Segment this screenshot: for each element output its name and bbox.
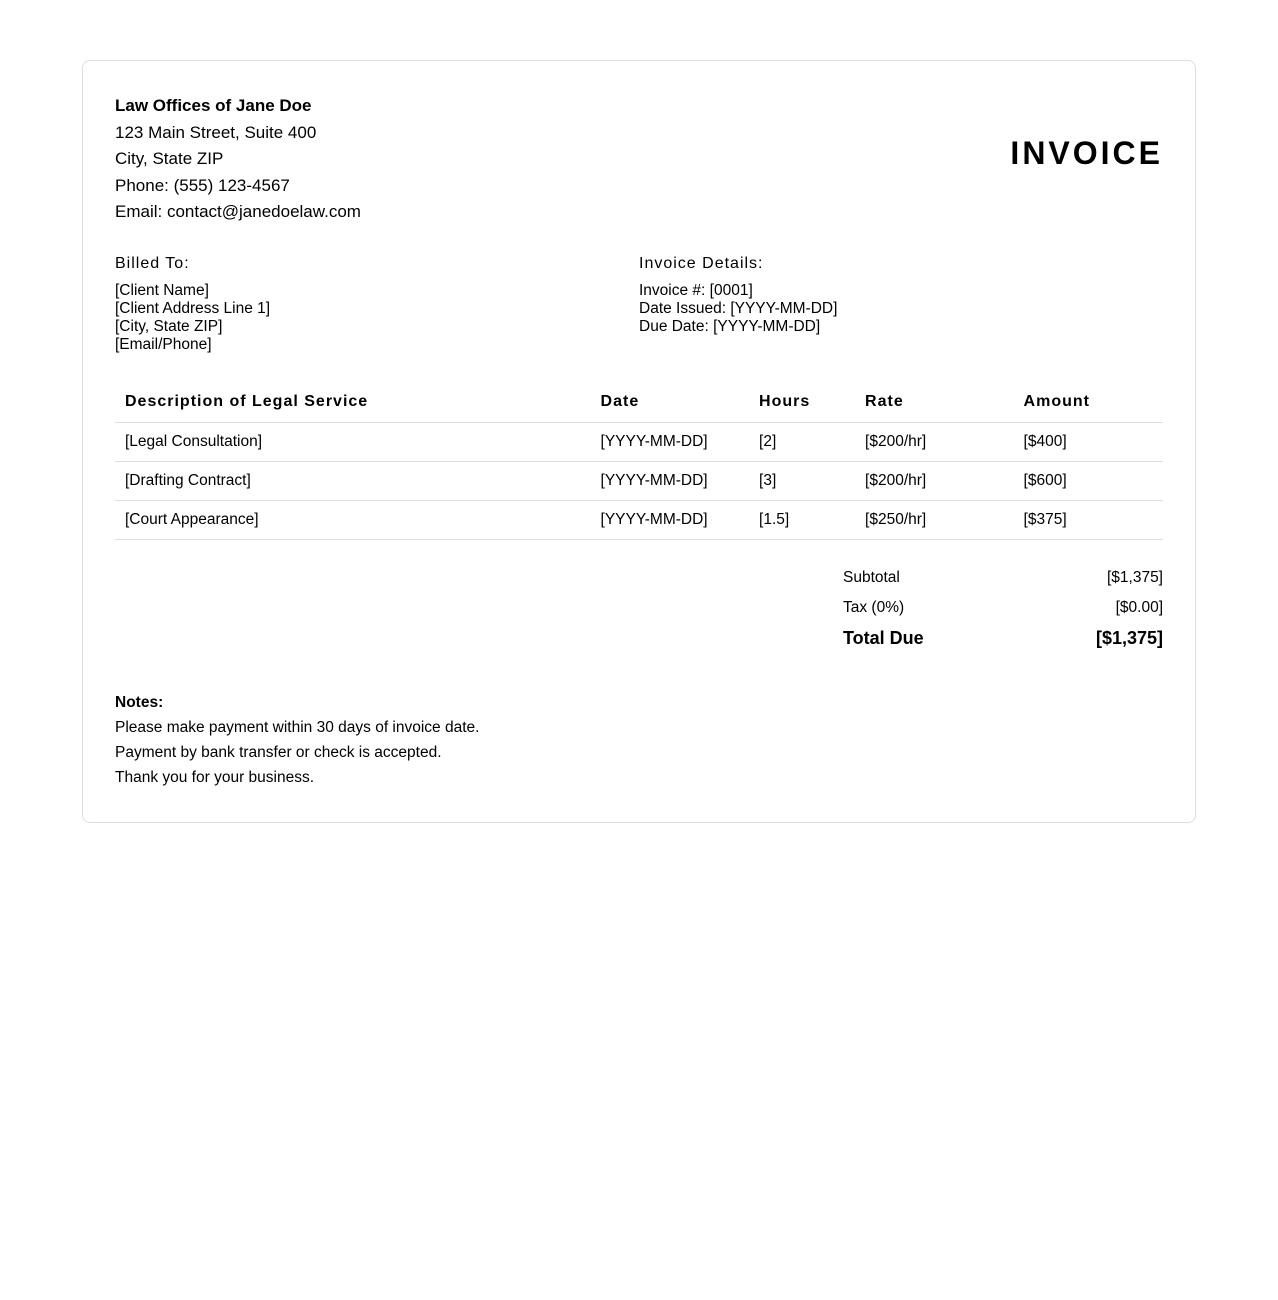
parties-section <box>115 254 1163 354</box>
cell-hours: [2] <box>749 422 855 461</box>
table-row <box>115 500 1163 539</box>
note-line: Payment by bank transfer or check is accepted. <box>115 743 442 761</box>
cell-description: [Drafting Contract] <box>115 461 591 500</box>
table-header-row <box>115 384 1163 423</box>
cell-date: [YYYY-MM-DD] <box>591 422 750 461</box>
tax-value: [$0.00] <box>1115 598 1163 616</box>
due-date: Due Date: [YYYY-MM-DD] <box>639 317 821 335</box>
client-name: [Client Name] <box>115 281 209 299</box>
subtotal-value: [$1,375] <box>1106 568 1163 586</box>
cell-rate: [$200/hr] <box>855 422 1014 461</box>
invoice-header <box>115 93 1163 226</box>
cell-date: [YYYY-MM-DD] <box>591 500 750 539</box>
firm-info <box>115 93 361 226</box>
table-row <box>115 422 1163 461</box>
cell-rate: [$200/hr] <box>855 461 1014 500</box>
client-city-state-zip: [City, State ZIP] <box>115 317 223 335</box>
total-due-value: [$1,375] <box>1095 627 1163 648</box>
services-table <box>115 384 1163 540</box>
cell-hours: [1.5] <box>749 500 855 539</box>
cell-rate: [$250/hr] <box>855 500 1014 539</box>
cell-amount: [$600] <box>1014 461 1163 500</box>
cell-date: [YYYY-MM-DD] <box>591 461 750 500</box>
note-line: Thank you for your business. <box>115 768 315 786</box>
notes-title: Notes: <box>115 693 164 711</box>
tax-row <box>843 598 1163 618</box>
invoice-details-lines <box>639 282 1163 336</box>
totals-section <box>843 568 1163 648</box>
cell-description: [Legal Consultation] <box>115 422 591 461</box>
invoice-number: Invoice #: [0001] <box>639 281 753 299</box>
header-amount: Amount <box>1014 384 1163 423</box>
client-address: [Client Address Line 1] <box>115 299 271 317</box>
cell-amount: [$400] <box>1014 422 1163 461</box>
subtotal-label: Subtotal <box>843 568 900 586</box>
cell-hours: [3] <box>749 461 855 500</box>
subtotal-row <box>843 568 1163 588</box>
billed-to <box>115 254 639 354</box>
header-rate: Rate <box>855 384 1014 423</box>
firm-phone: Phone: (555) 123-4567 <box>115 175 290 195</box>
invoice-details-heading: Invoice Details: <box>639 254 764 272</box>
date-issued: Date Issued: [YYYY-MM-DD] <box>639 299 838 317</box>
note-line: Please make payment within 30 days of invoice date. <box>115 718 480 736</box>
cell-amount: [$375] <box>1014 500 1163 539</box>
billed-to-lines <box>115 282 639 354</box>
total-due-label: Total Due <box>843 627 924 648</box>
document-title: INVOICE <box>1010 134 1163 171</box>
firm-address-line1: 123 Main Street, Suite 400 <box>115 122 317 142</box>
header-hours: Hours <box>749 384 855 423</box>
invoice-card <box>82 60 1196 823</box>
cell-description: [Court Appearance] <box>115 500 591 539</box>
total-due-row <box>843 628 1163 648</box>
client-contact: [Email/Phone] <box>115 335 212 353</box>
firm-address-line2: City, State ZIP <box>115 149 224 168</box>
billed-to-heading: Billed To: <box>115 254 190 272</box>
header-date: Date <box>591 384 750 423</box>
table-row <box>115 461 1163 500</box>
notes-section <box>115 690 1163 790</box>
header-description: Description of Legal Service <box>115 384 591 423</box>
invoice-details <box>639 254 1163 354</box>
firm-name: Law Offices of Jane Doe <box>115 96 312 115</box>
firm-email: Email: contact@janedoelaw.com <box>115 202 361 221</box>
tax-label: Tax (0%) <box>843 598 905 616</box>
